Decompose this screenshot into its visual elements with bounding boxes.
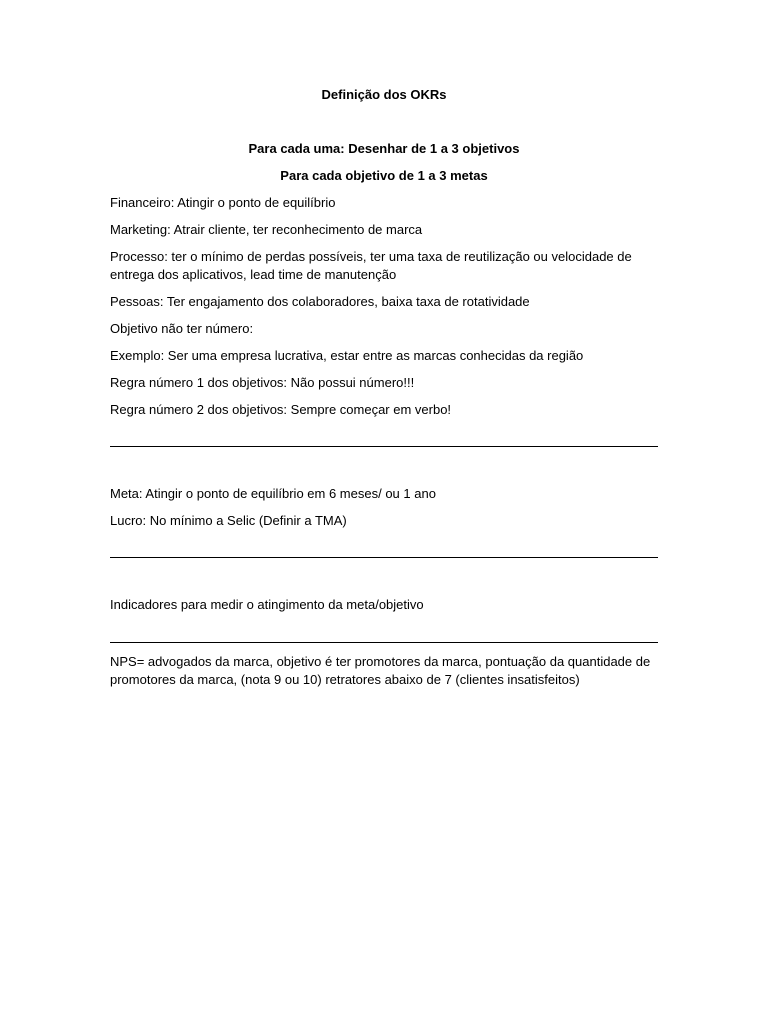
paragraph-marketing: Marketing: Atrair cliente, ter reconhecimento de marca — [110, 222, 423, 237]
paragraph-financeiro: Financeiro: Atingir o ponto de equilíbrio — [110, 195, 336, 210]
document-content — [110, 86, 658, 689]
paragraph-objetivo-sem-numero: Objetivo não ter número: — [110, 321, 254, 336]
spacer — [110, 338, 658, 347]
spacer — [110, 185, 658, 194]
paragraph-pessoas: Pessoas: Ter engajamento dos colaboradores, baixa taxa de rotatividade — [110, 294, 530, 309]
spacer — [110, 212, 658, 221]
spacer — [110, 419, 658, 446]
spacer — [110, 104, 658, 140]
spacer — [110, 643, 658, 653]
paragraph-lucro: Lucro: No mínimo a Selic (Definir a TMA) — [110, 513, 347, 528]
spacer — [110, 392, 658, 401]
spacer — [110, 158, 658, 167]
spacer — [110, 530, 658, 557]
spacer — [110, 311, 658, 320]
document-subtitle-objectives: Para cada uma: Desenhar de 1 a 3 objetivos — [248, 141, 520, 156]
paragraph-regra-2: Regra número 2 dos objetivos: Sempre começar em verbo! — [110, 402, 452, 417]
spacer — [110, 365, 658, 374]
spacer — [110, 284, 658, 293]
spacer — [110, 614, 658, 642]
document-subtitle-goals: Para cada objetivo de 1 a 3 metas — [280, 168, 488, 183]
document-title: Definição dos OKRs — [321, 87, 447, 102]
paragraph-processo: Processo: ter o mínimo de perdas possíveis, ter uma taxa de reutilização ou velocidade de entrega dos aplicativos, lead time de manutenção — [110, 249, 632, 282]
paragraph-nps: NPS= advogados da marca, objetivo é ter promotores da marca, pontuação da quantidade de promotores da marca, (nota 9 ou 10) retratores abaixo de 7 (clientes insatisfeitos) — [110, 654, 651, 687]
spacer — [110, 503, 658, 512]
spacer — [110, 239, 658, 248]
paragraph-exemplo: Exemplo: Ser uma empresa lucrativa, estar entre as marcas conhecidas da região — [110, 348, 584, 363]
paragraph-indicadores: Indicadores para medir o atingimento da meta/objetivo — [110, 597, 424, 612]
paragraph-regra-1: Regra número 1 dos objetivos: Não possui número!!! — [110, 375, 415, 390]
paragraph-meta: Meta: Atingir o ponto de equilíbrio em 6 meses/ ou 1 ano — [110, 486, 436, 501]
spacer — [110, 558, 658, 596]
spacer — [110, 447, 658, 485]
